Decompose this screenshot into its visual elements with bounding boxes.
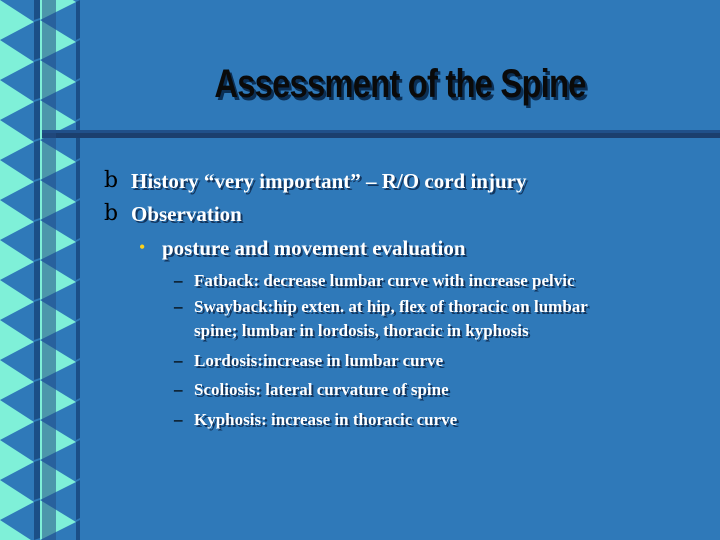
sub-bullet-dot-icon: • — [139, 237, 146, 257]
sidebar-sliver-dark — [76, 240, 80, 280]
sidebar-sliver-dark — [34, 220, 40, 260]
dash-item-scoliosis: Scoliosis: lateral curvature of spine — [194, 380, 449, 399]
dash-marker: – — [174, 410, 183, 429]
bullet-marker-icon: b — [104, 201, 119, 226]
sidebar-sliver-dark — [34, 140, 40, 180]
dash-marker: – — [174, 297, 183, 316]
sidebar-sliver-dark — [76, 360, 80, 400]
sidebar-sliver-dark — [76, 520, 80, 540]
sidebar-sliver-dark — [76, 0, 80, 40]
slide-title: Assessment of the Spine — [214, 62, 586, 106]
sidebar-sliver-dark — [34, 420, 40, 460]
sidebar-sliver-dark — [76, 480, 80, 520]
dash-item-swayback: Swayback:hip exten. at hip, flex of thoracic on lumbar — [194, 297, 588, 316]
dash-marker: – — [174, 351, 183, 370]
sidebar-sliver-dark — [34, 260, 40, 300]
sidebar-sliver-dark — [76, 200, 80, 240]
dash-marker: – — [174, 380, 183, 399]
sidebar-sliver-dark — [34, 460, 40, 500]
sidebar-sliver-dark — [76, 160, 80, 200]
dash-item-lordosis: Lordosis:increase in lumbar curve — [194, 351, 444, 370]
bullet-observation: Observation — [131, 202, 242, 226]
sub-bullet-posture: posture and movement evaluation — [162, 236, 466, 260]
sidebar-sliver-dark — [76, 320, 80, 360]
title-rule — [42, 130, 720, 138]
sidebar-sliver-dark — [34, 380, 40, 420]
sidebar-shadow — [42, 0, 56, 540]
sidebar-sliver-dark — [34, 60, 40, 100]
bullet-marker-icon: b — [104, 168, 119, 193]
sidebar-sliver-dark — [34, 0, 40, 20]
sidebar-sliver-dark — [76, 120, 80, 160]
sidebar-sliver-dark — [34, 100, 40, 140]
dash-item-swayback-cont: spine; lumbar in lordosis, thoracic in kyphosis — [194, 321, 529, 340]
sidebar-sliver-dark — [76, 400, 80, 440]
dash-item-kyphosis: Kyphosis: increase in thoracic curve — [194, 410, 458, 429]
sidebar-sliver-dark — [76, 440, 80, 480]
sidebar-sliver-dark — [34, 300, 40, 340]
sidebar-sliver-dark — [34, 340, 40, 380]
dash-item-fatback: Fatback: decrease lumbar curve with increase pelvic — [194, 271, 575, 290]
sidebar-sliver-dark — [34, 500, 40, 540]
bullet-history: History “very important” – R/O cord injury — [131, 169, 527, 193]
sidebar-sliver-dark — [34, 180, 40, 220]
dash-marker: – — [174, 271, 183, 290]
sidebar-sliver-dark — [76, 280, 80, 320]
left-zigzag-strip — [0, 0, 80, 540]
sidebar-sliver-dark — [34, 20, 40, 60]
